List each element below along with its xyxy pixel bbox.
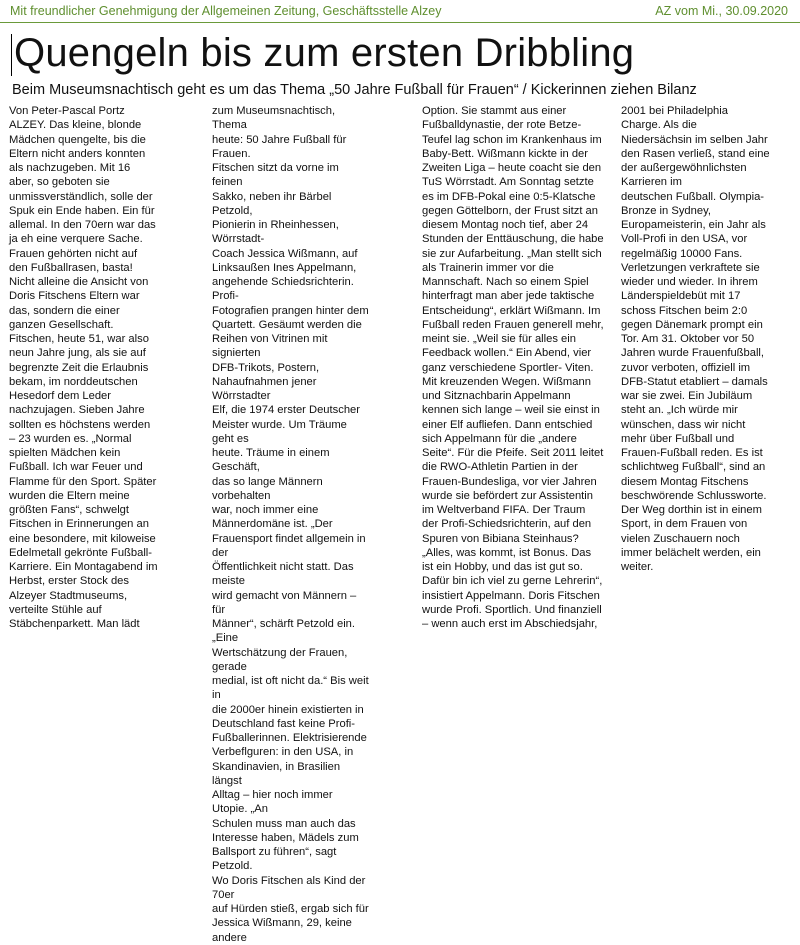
article-title: Quengeln bis zum ersten Dribbling <box>14 31 635 75</box>
publisher-credit: Mit freundlicher Genehmigung der Allgemeinen Zeitung, Geschäftsstelle Alzey <box>10 4 442 18</box>
page-header <box>0 0 800 23</box>
article-column-1: Von Peter-Pascal Portz ALZEY. Das kleine, blonde Mädchen quengelte, bis die Eltern nicht anders konnten als nachzugeben. Mit 16 aber, so geboten sie unmissverständlich, solle der Spuk ein Ende haben. Ein für allemal. In den 70ern war das ja eh eine verquere Sache. Frauen gehörten nicht auf den Fußballrasen, basta! Nicht alleine die Ansicht von Doris Fitschens Eltern war das, sondern die einer ganzen Gesellschaft. Fitschen, heute 51, war also neun Jahre jung, als sie auf begrenzte Zeit die Erlaubnis bekam, im norddeutschen Hesedorf dem Leder nachzujagen. Sieben Jahre sollten es höchstens werden – 23 wurden es. „Normal spielten Mädchen kein Fußball. Ich war Feuer und Flamme für den Sport. Später wurden die Eltern meine größten Fans“, schwelgt Fitschen in Erinnerungen an eine besondere, mit kiloweise Edelmetall gekrönte Fußball- Karriere. Ein Montagabend im Herbst, erster Stock des Alzeyer Stadtmuseums, verteilte Stühle auf Stäbchenparkett. Man lädt <box>9 105 158 630</box>
publication-date: AZ vom Mi., 30.09.2020 <box>655 4 788 18</box>
article-subtitle: Beim Museumsnachtisch geht es um das Thema „50 Jahre Fußball für Frauen“ / Kickerinnen ziehen Bilanz <box>12 82 697 98</box>
text-cursor <box>11 34 12 76</box>
article-column-2: zum Museumsnachtisch, Thema heute: 50 Jahre Fußball für Frauen. Fitschen sitzt da vorne im feinen Sakko, neben ihr Bärbel Petzold, Pionierin in Rheinhessen, Wörrstadt- Coach Jessica Wißmann, auf Linksaußen Ines Appelmann, angehende Schiedsrichterin. Profi- Fotografien prangen hinter dem Quartett. Gesäumt werden die Reihen von Vitrinen mit signierten DFB-Trikots, Postern, Nahaufnahmen jener Wörrstadter Elf, die 1974 erster Deutscher Meister wurde. Um Träume geht es heute. Träume in einem Geschäft, das so lange Männern vorbehalten war, noch immer eine Männerdomäne ist. „Der Frauensport findet allgemein in der Öffentlichkeit nicht statt. Das meiste wird gemacht von Männern – für Männer“, schärft Petzold ein. „Eine Wertschätzung der Frauen, gerade medial, ist oft nicht da.“ Bis weit in die 2000er hinein existierten in Deutschland fast keine Profi- Fußballerinnen. Elektrisierende Verbeflguren: in den USA, in Skandinavien, in Brasilien längst Alltag – hier noch immer Utopie. „An Schulen muss man auch das Interesse haben, Mädels zum Ballsport zu führen“, sagt Petzold. Wo Doris Fitschen als Kind der 70er auf Hürden stieß, ergab sich für Jessica Wißmann, 29, keine andere <box>212 105 369 944</box>
article-body <box>0 104 800 944</box>
article-column-3: Option. Sie stammt aus einer Fußballdynastie, der rote Betze- Teufel lag schon im Krankenhaus im Baby-Bett. Wißmann kickte in der Zweiten Liga – heute coacht sie den TuS Wörrstadt. Am Sonntag setzte es im DFB-Pokal eine 0:5-Klatsche gegen Göttelborn, der Frust sitzt an diesem Montag noch tief, aber 24 Stunden der Enttäuschung, die habe sie zur Aufarbeitung. „Man stellt sich als Trainerin immer vor die Mannschaft. Nach so einem Spiel hinterfragt man aber jede taktische Entscheidung“, erklärt Wißmann. Im Fußball reden Frauen generell mehr, meint sie. „Weil sie für alles ein Feedback wollen.“ Ein Abend, vier ganz verschiedene Sportler- Viten. Mit kreuzenden Wegen. Wißmann und Sitznachbarin Appelmann kennen sich lange – weil sie einst in einer Elf aufliefen. Dann entschied sich Appelmann für die „andere Seite“. Für die Pfeife. Seit 2011 leitet die RWO-Athletin Partien in der Frauen-Bundesliga, vor vier Jahren wurde sie befördert zur Assistentin im Weltverband FIFA. Der Traum der Profi-Schiedsrichterin, auf den Spuren von Bibiana Steinhaus? „Alles, was kommt, ist Bonus. Das ist ein Hobby, und das ist gut so. Dafür bin ich viel zu gerne Lehrerin“, insistiert Appelmann. Doris Fitschen wurde Profi. Sportlich. Und finanziell – wenn auch erst im Abschiedsjahr, <box>422 105 604 630</box>
article-column-4: 2001 bei Philadelphia Charge. Als die Niedersächsin im selben Jahr den Rasen verließ, stand eine der außergewöhnlichsten Karrieren im deutschen Fußball. Olympia- Bronze in Sydney, Europameisterin, ein Jahr als Voll-Profi in den USA, vor regelmäßig 10000 Fans. Verletzungen verkraftete sie wieder und wieder. In ihrem Länderspieldebüt mit 17 schoss Fitschen beim 2:0 gegen Dänemark prompt ein Tor. Am 31. Oktober vor 50 Jahren wurde Frauenfußball, zuvor verboten, offiziell im DFB-Statut etabliert – damals war sie zwei. Ein Jubiläum steht an. „Ich würde mir wünschen, dass wir nicht mehr über Fußball und Frauen-Fußball reden. Es ist schlichtweg Fußball“, sind an diesem Montag Fitschens beschwörende Schlussworte. Der Weg dorthin ist in einem Sport, in dem Frauen von vielen Zuschauern noch immer belächelt werden, ein weiter. <box>621 105 770 573</box>
